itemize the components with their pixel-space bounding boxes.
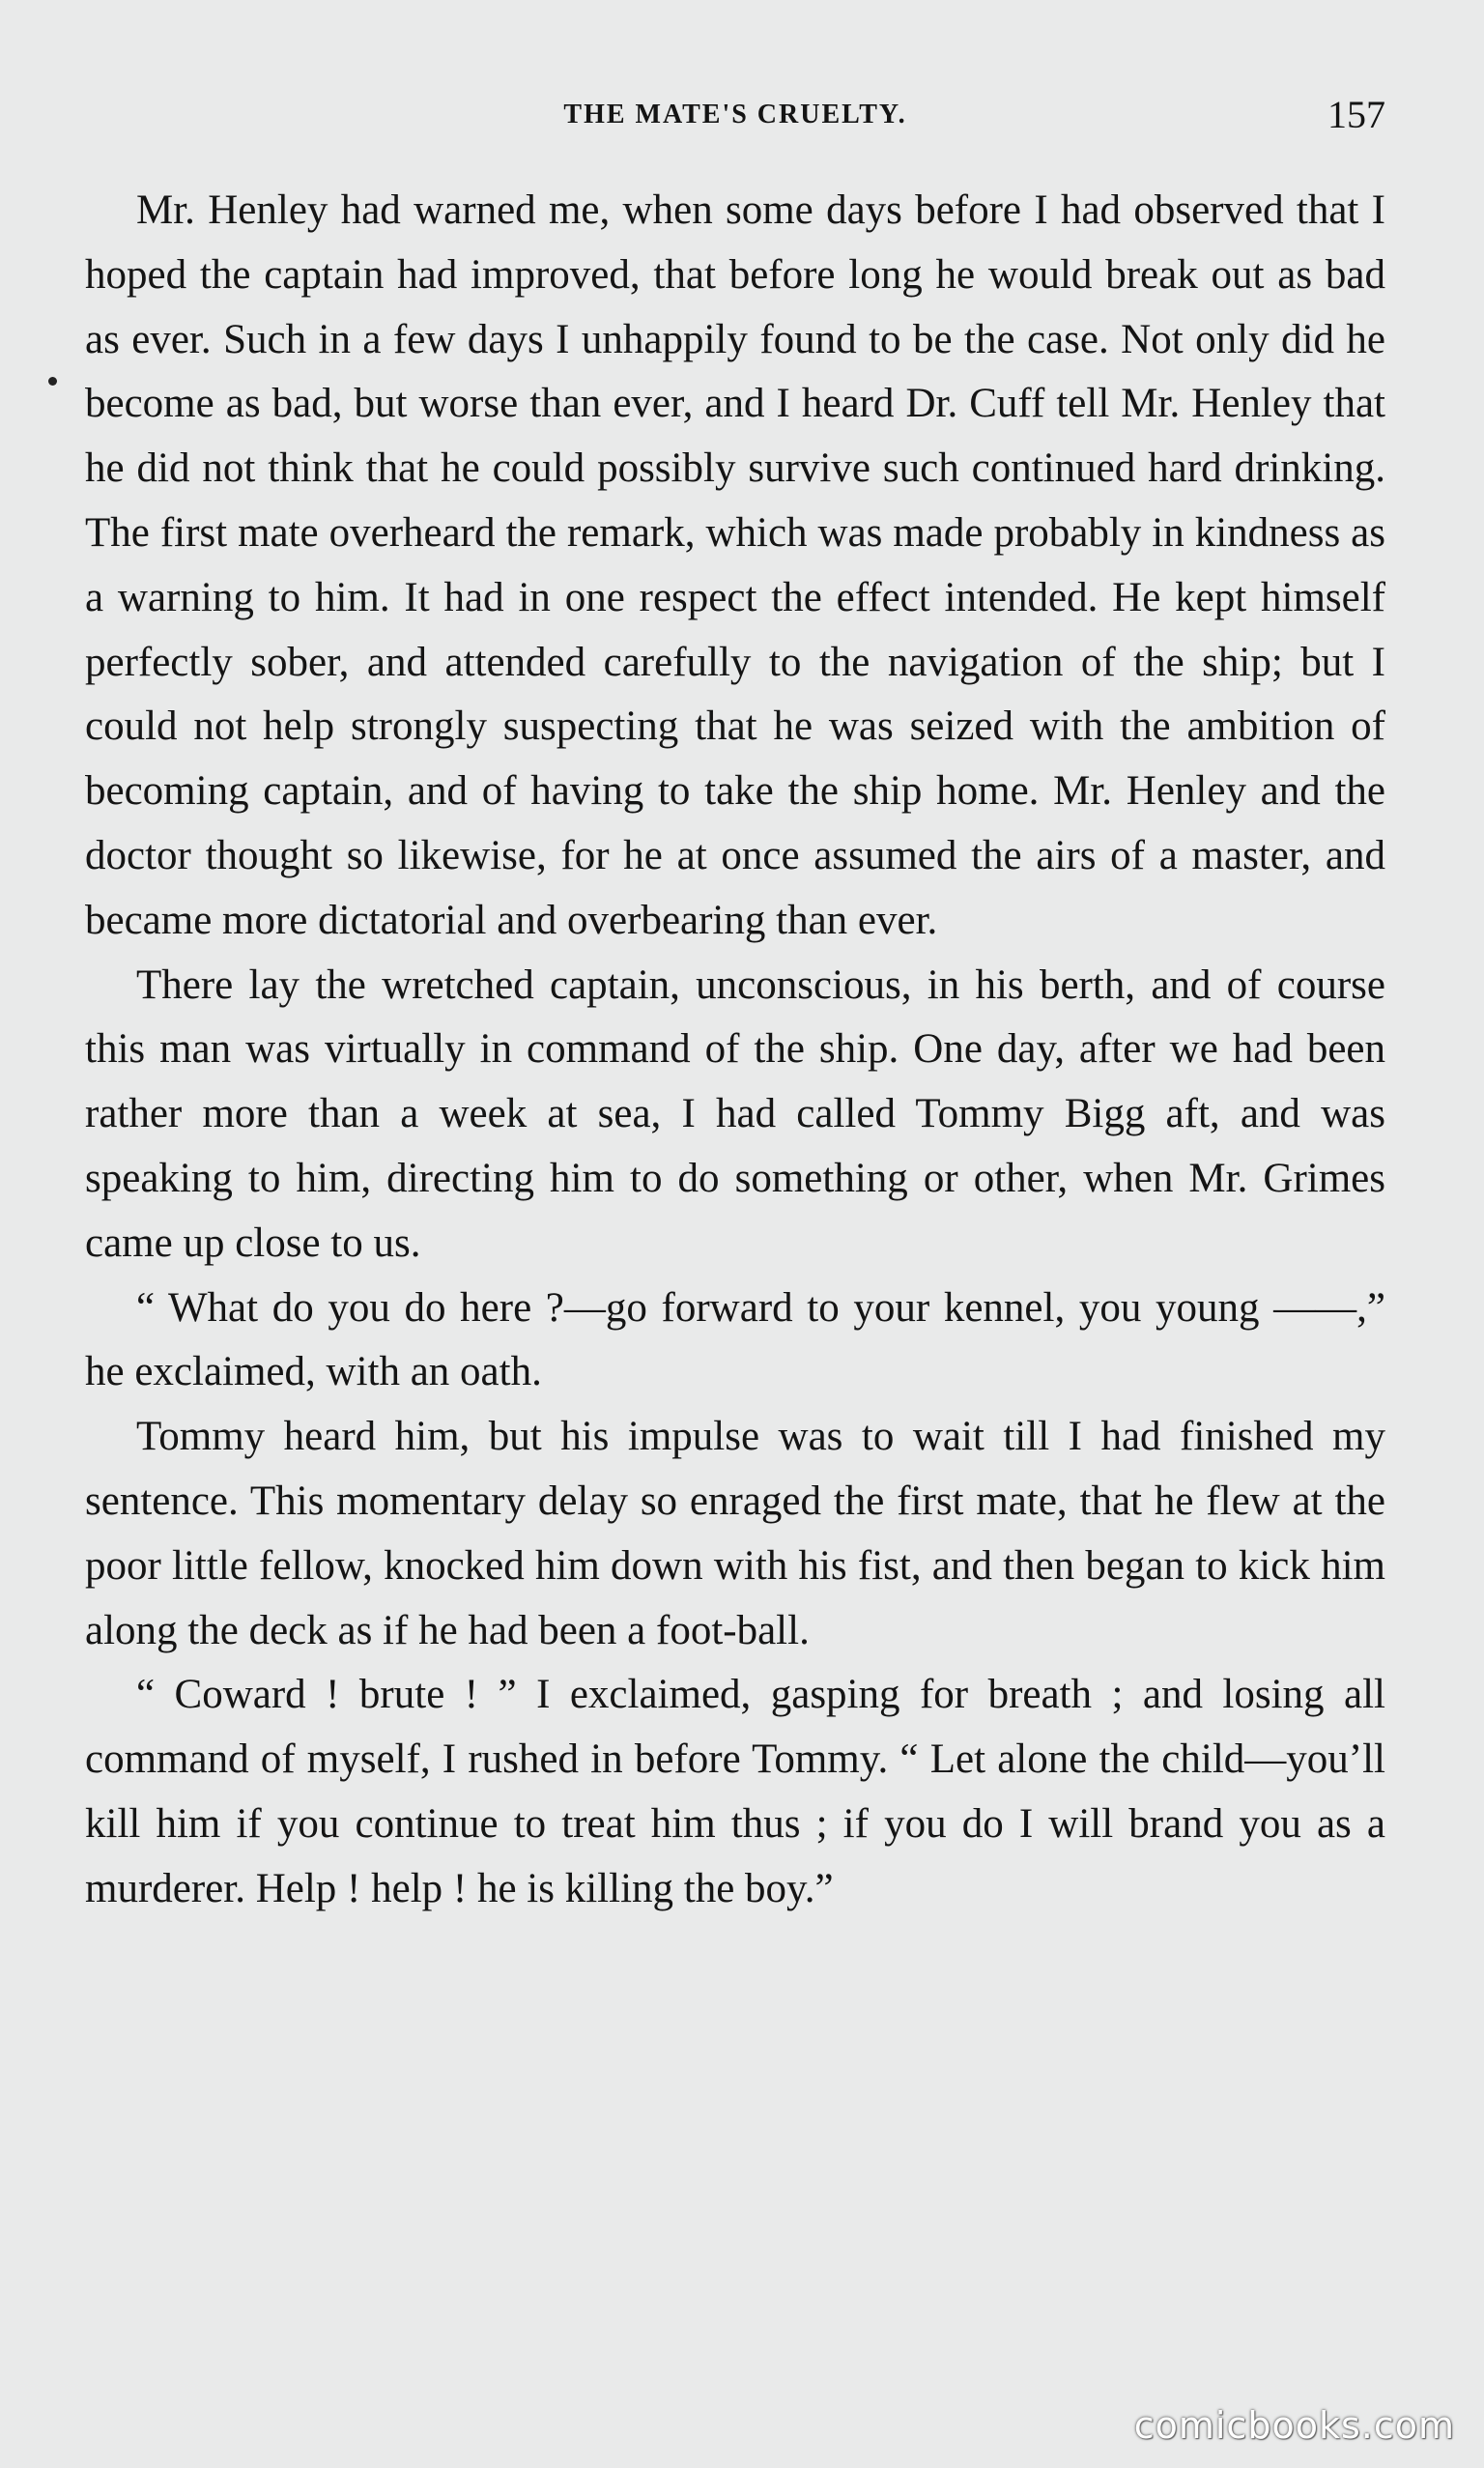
page-header bbox=[85, 92, 1385, 140]
paragraph-3: “ What do you do here ?—go forward to your kennel, you young ——,” he exclaimed, with an oath. bbox=[85, 1284, 1385, 1395]
margin-mark-dot bbox=[48, 377, 57, 386]
paragraph-4: Tommy heard him, but his impulse was to wait till I had finished my sentence. This momentary delay so enraged the first mate, that he flew at the poor little fellow, knocked him down with his fist, and then began to kick him along the deck as if he had been a foot-ball. bbox=[85, 1414, 1385, 1653]
running-head: THE MATE'S CRUELTY. bbox=[563, 100, 907, 129]
watermark-logo: comicbooks.com bbox=[1133, 2404, 1455, 2447]
paragraph-5: “ Coward ! brute ! ” I exclaimed, gasping for breath ; and losing all command of myself, I rushed in before Tommy. “ Let alone the child—you’ll kill him if you continue to treat him thus ; if you do I will brand you as a murderer. Help ! help ! he is killing the boy.” bbox=[85, 1672, 1385, 1911]
paragraph-2: There lay the wretched captain, unconscious, in his berth, and of course this man was virtually in command of the ship. One day, after we had been rather more than a week at sea, I had called Tommy Bigg aft, and was speaking to him, directing him to do something or other, when Mr. Grimes came up close to us. bbox=[85, 961, 1385, 1266]
body-text bbox=[85, 179, 1385, 1922]
paragraph-1: Mr. Henley had warned me, when some days before I had observed that I hoped the captain had improved, that before long he would break out as bad as ever. Such in a few days I unhappily found to be the case. Not only did he become as bad, but worse than ever, and I heard Dr. Cuff tell Mr. Henley that he did not think that he could possibly survive such continued hard drinking. The first mate overheard the remark, which was made probably in kindness as a warning to him. It had in one respect the effect intended. He kept himself perfectly sober, and attended carefully to the navigation of the ship; but I could not help strongly suspecting that he was seized with the ambition of becoming captain, and of having to take the ship home. Mr. Henley and the doctor thought so likewise, for he at once assumed the airs of a master, and became more dictatorial and overbearing than ever. bbox=[85, 187, 1385, 943]
page-number: 157 bbox=[1327, 93, 1385, 136]
